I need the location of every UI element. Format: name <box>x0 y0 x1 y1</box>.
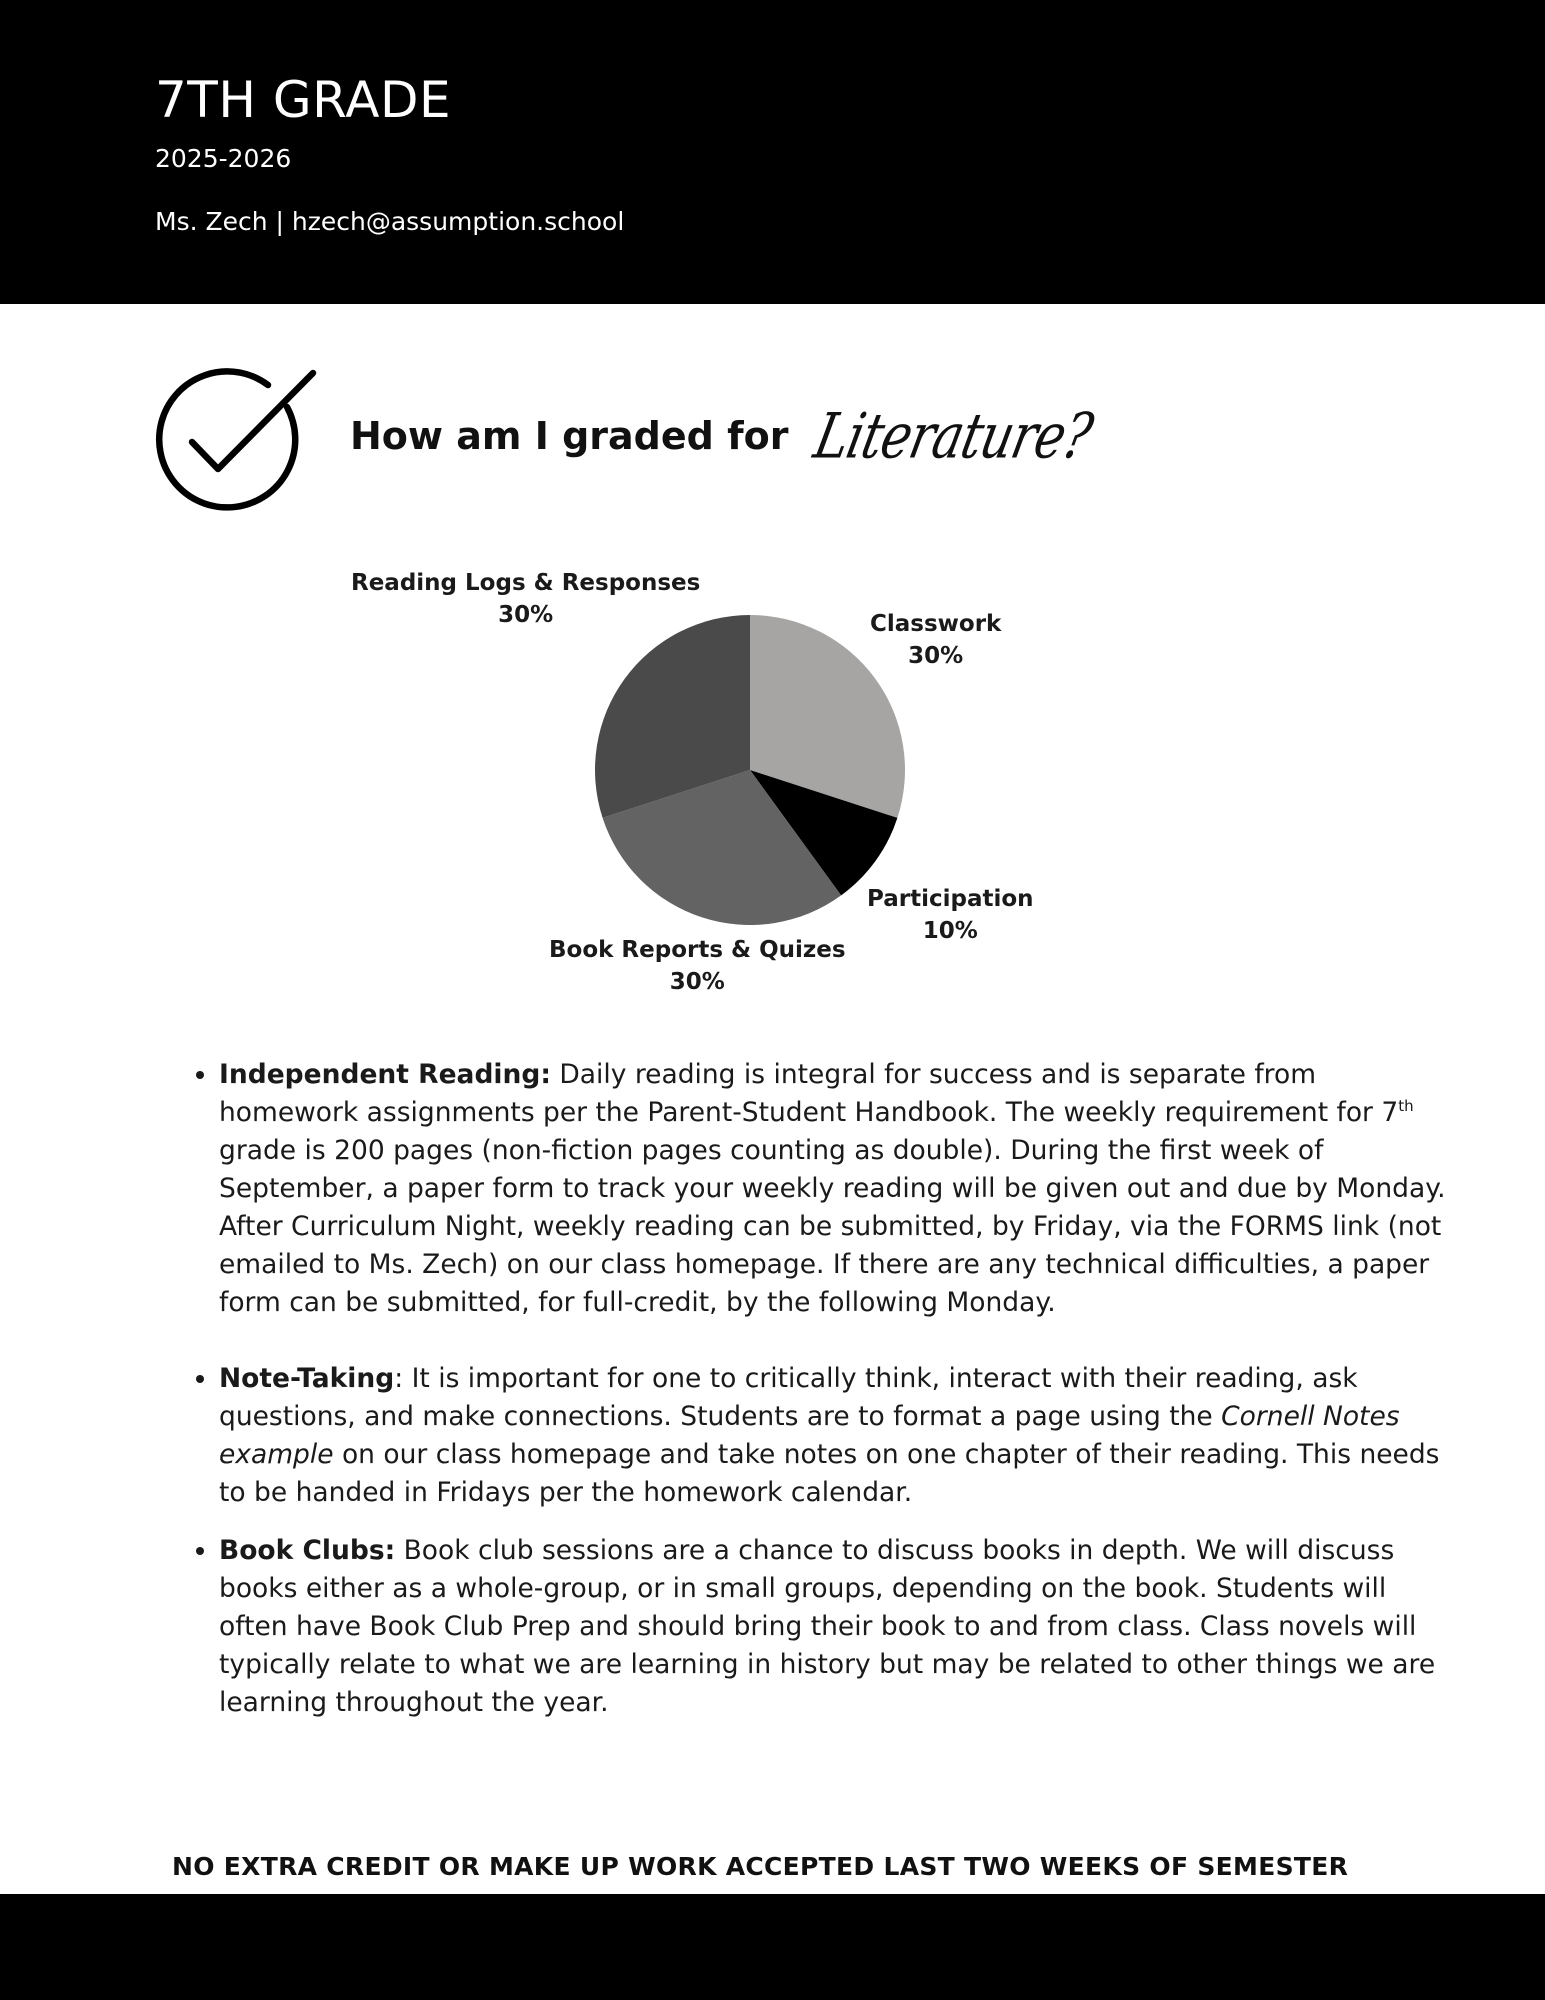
pie-label-name: Classwork <box>870 611 1002 637</box>
pie-label-value: 30% <box>669 969 725 995</box>
pie-label-participation <box>867 883 1034 947</box>
list-item-independent-reading <box>219 1056 1449 1322</box>
section-subject-script: Literature? <box>808 399 1099 473</box>
page-title: 7TH GRADE <box>155 71 452 129</box>
list-item-term: Note-Taking <box>219 1363 395 1394</box>
list-item-text: Book club sessions are a chance to discuss books in depth. We will discuss books either as a whole-group, or in small groups, depending on the book. Students will often have Book Club Prep and should bring their book to and from class. Class novels will typically relate to what we are learning in history but may be related to other things we are learning throughout the year. <box>219 1535 1436 1718</box>
pie-label-name: Participation <box>867 886 1034 912</box>
footer-banner <box>0 1894 1545 2000</box>
teacher-contact: Ms. Zech | hzech@assumption.school <box>155 207 625 236</box>
school-year: 2025-2026 <box>155 144 292 173</box>
list-item-book-clubs <box>219 1532 1449 1722</box>
pie-label-book-reports <box>549 934 846 998</box>
section-heading <box>350 399 1099 473</box>
pie-label-value: 10% <box>922 918 978 944</box>
list-item-emphasis: Cornell Notes example <box>219 1401 1400 1470</box>
list-item-text: : It is important for one to critically think, interact with their reading, ask questions, and make connections. Students are to format a page using the <box>219 1363 1358 1432</box>
policy-notice: NO EXTRA CREDIT OR MAKE UP WORK ACCEPTED LAST TWO WEEKS OF SEMESTER <box>172 1852 1349 1881</box>
pie-label-reading-logs <box>351 567 700 631</box>
list-item-text: on our class homepage and take notes on one chapter of their reading. This needs to be handed in Fridays per the homework calendar. <box>219 1439 1440 1508</box>
pie-label-value: 30% <box>498 602 554 628</box>
list-item-term: Book Clubs: <box>219 1535 396 1566</box>
list-item-term: Independent Reading: <box>219 1059 551 1090</box>
list-item-text: Daily reading is integral for success and is separate from homework assignments per the Parent-Student Handbook. The weekly requirement for 7 <box>219 1059 1399 1128</box>
grading-details-list <box>178 1056 1449 1722</box>
pie-label-name: Reading Logs & Responses <box>351 570 701 596</box>
pie-label-value: 30% <box>908 643 964 669</box>
pie-label-classwork <box>870 608 1001 672</box>
list-item-text: grade is 200 pages (non-fiction pages counting as double). During the first week of September, a paper form to track your weekly reading will be given out and due by Monday. After Curriculum Night, weekly reading can be submitted, by Friday, via the FORMS link (not emailed to Ms. Zech) on our class homepage. If there are any technical difficulties, a paper form can be submitted, for full-credit, by the following Monday. <box>219 1135 1446 1318</box>
list-item-note-taking <box>219 1360 1449 1512</box>
pie-label-name: Book Reports & Quizes <box>549 937 846 963</box>
checkmark-circle-icon <box>150 365 320 515</box>
header-banner <box>0 0 1545 304</box>
section-heading-text: How am I graded for <box>350 414 789 458</box>
list-item-superscript: th <box>1398 1097 1414 1116</box>
